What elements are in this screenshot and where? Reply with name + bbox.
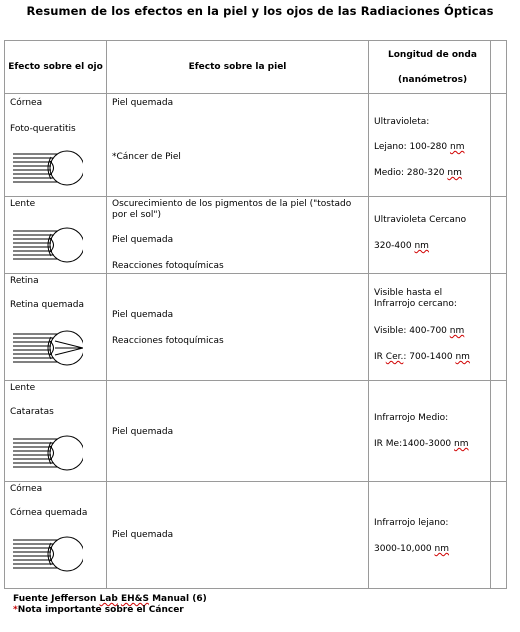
eye-effect: Foto-queratitis <box>10 124 76 134</box>
wavelength-band: Ultravioleta: <box>374 117 430 127</box>
skin-effect: Piel quemada <box>112 98 174 108</box>
table-row <box>5 482 507 589</box>
eye-lens-cataract-diagram-icon <box>11 433 83 473</box>
table-row <box>5 197 507 274</box>
table-row <box>5 274 507 381</box>
wavelength-band: Infrarrojo Medio: <box>374 413 449 423</box>
eye-cornea-diagram-icon <box>11 148 83 188</box>
document-title: Resumen de los efectos en la piel y los ojos de las Radiaciones Ópticas <box>26 4 494 18</box>
eye-effect: Cataratas <box>10 407 54 417</box>
wavelength-range: 320-400 nm <box>374 241 429 251</box>
wavelength-range: Visible: 400-700 nm <box>374 326 465 336</box>
skin-effect: *Cáncer de Piel <box>112 152 181 162</box>
wavelength-range: 3000-10,000 nm <box>374 544 449 554</box>
table-header-row <box>5 41 507 94</box>
table-row <box>5 94 507 197</box>
cell-wavelength <box>369 482 491 589</box>
header-wavelength-line2: (nanómetros) <box>398 75 468 85</box>
cell-eye <box>5 274 107 381</box>
table-row <box>5 381 507 482</box>
cell-empty <box>491 482 507 589</box>
cell-skin <box>107 274 369 381</box>
wavelength-band: Visible hasta el Infrarrojo cercano: <box>374 288 457 309</box>
skin-effect: Piel quemada <box>112 427 174 437</box>
cell-empty <box>491 381 507 482</box>
skin-effect: Oscurecimiento de los pigmentos de la piel ("tostado por el sol") <box>112 199 352 220</box>
eye-retina-diagram-icon <box>11 328 83 368</box>
header-wavelength-line1: Longitud de onda <box>388 50 477 60</box>
skin-effect: Piel quemada <box>112 310 174 320</box>
skin-effect: Piel quemada <box>112 235 174 245</box>
cell-skin <box>107 482 369 589</box>
eye-part: Córnea <box>10 484 43 494</box>
skin-effect: Piel quemada <box>112 530 174 540</box>
cell-wavelength <box>369 381 491 482</box>
eye-part: Retina <box>10 276 39 286</box>
cell-skin <box>107 381 369 482</box>
cell-empty <box>491 197 507 274</box>
skin-effect: Reacciones fotoquímicas <box>112 261 224 271</box>
cell-skin <box>107 94 369 197</box>
cell-eye <box>5 381 107 482</box>
eye-lens-diagram-icon <box>11 225 83 265</box>
wavelength-range: Lejano: 100-280 nm <box>374 142 465 152</box>
cell-wavelength <box>369 274 491 381</box>
cancer-note: *Nota importante sobre el Cáncer <box>13 605 184 615</box>
source-citation: Fuente Jefferson Lab EH&S Manual (6) <box>13 594 207 604</box>
header-empty <box>491 41 507 94</box>
cell-eye <box>5 482 107 589</box>
cell-wavelength <box>369 197 491 274</box>
radiation-effects-table <box>4 40 507 589</box>
eye-effect: Córnea quemada <box>10 508 88 518</box>
cell-empty <box>491 274 507 381</box>
eye-effect: Retina quemada <box>10 300 84 310</box>
wavelength-range: IR Me:1400-3000 nm <box>374 439 469 449</box>
wavelength-range: IR Cer.: 700-1400 nm <box>374 352 470 362</box>
cell-empty <box>491 94 507 197</box>
eye-part: Lente <box>10 199 36 209</box>
eye-part: Lente <box>10 383 36 393</box>
eye-part: Córnea <box>10 98 43 108</box>
cell-skin <box>107 197 369 274</box>
header-wavelength <box>369 41 491 94</box>
eye-cornea-burn-diagram-icon <box>11 534 83 574</box>
cell-eye <box>5 94 107 197</box>
wavelength-band: Ultravioleta Cercano <box>374 215 467 225</box>
cell-wavelength <box>369 94 491 197</box>
wavelength-range: Medio: 280-320 nm <box>374 168 462 178</box>
header-eye-effect: Efecto sobre el ojo <box>5 41 107 94</box>
wavelength-band: Infrarrojo lejano: <box>374 518 449 528</box>
header-skin-effect: Efecto sobre la piel <box>107 41 369 94</box>
cell-eye <box>5 197 107 274</box>
skin-effect: Reacciones fotoquímicas <box>112 336 224 346</box>
